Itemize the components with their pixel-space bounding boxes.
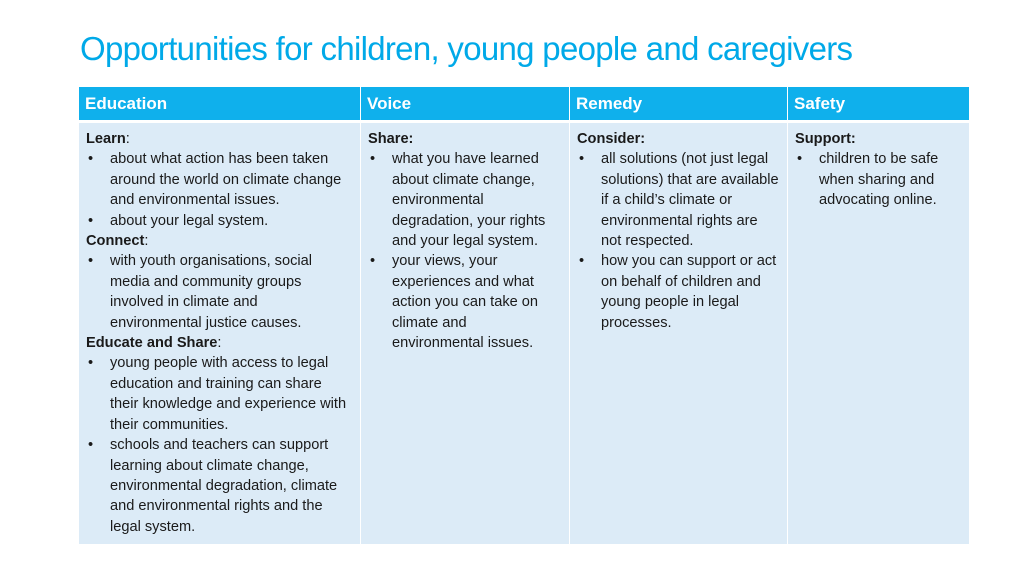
list-item: • with youth organisations, social media and community groups involved in climate and environmental justice causes.: [86, 251, 353, 333]
learn-list: [86, 149, 353, 231]
list-item: • schools and teachers can support learning about climate change, environmental degradation, climate and environmental rights and the legal system.: [86, 435, 353, 537]
list-item: • about your legal system.: [86, 211, 353, 231]
list-item: • children to be safe when sharing and advocating online.: [795, 149, 962, 210]
remedy-cell: [570, 122, 788, 545]
share-list: [368, 149, 562, 353]
learn-heading: Learn:: [86, 131, 130, 147]
header-safety: Safety: [788, 87, 970, 122]
support-label: Support:: [795, 131, 856, 147]
connect-label: Connect: [86, 233, 145, 250]
educate-list: [86, 353, 353, 537]
safety-cell: [788, 122, 970, 545]
list-item: • young people with access to legal education and training can share their knowledge and experience with their communities.: [86, 353, 353, 435]
educate-label: Educate and Share: [86, 335, 218, 352]
consider-label: Consider:: [577, 131, 646, 147]
table-body-row: [79, 122, 970, 545]
education-cell: [79, 122, 361, 545]
educate-heading: Educate and Share:: [86, 335, 222, 352]
list-item: • your views, your experiences and what action you can take on climate and environmental issues.: [368, 251, 562, 353]
list-item: • how you can support or act on behalf of children and young people in legal processes.: [577, 251, 780, 333]
list-item: • all solutions (not just legal solutions) that are available if a child’s climate or environmental rights are not respected.: [577, 149, 780, 251]
support-list: [795, 149, 962, 210]
slide-title: Opportunities for children, young people and caregivers: [80, 30, 853, 67]
opportunities-table: [78, 86, 970, 545]
list-item: • about what action has been taken around the world on climate change and environmental issues.: [86, 149, 353, 210]
connect-list: [86, 251, 353, 333]
share-label: Share:: [368, 131, 414, 147]
header-education: Education: [79, 87, 361, 122]
table-header-row: [79, 87, 970, 122]
connect-heading: Connect:: [86, 233, 149, 250]
consider-list: [577, 149, 780, 333]
voice-cell: [361, 122, 570, 545]
header-voice: Voice: [361, 87, 570, 122]
header-remedy: Remedy: [570, 87, 788, 122]
learn-label: Learn: [86, 131, 126, 147]
list-item: • what you have learned about climate change, environmental degradation, your rights and your legal system.: [368, 149, 562, 251]
